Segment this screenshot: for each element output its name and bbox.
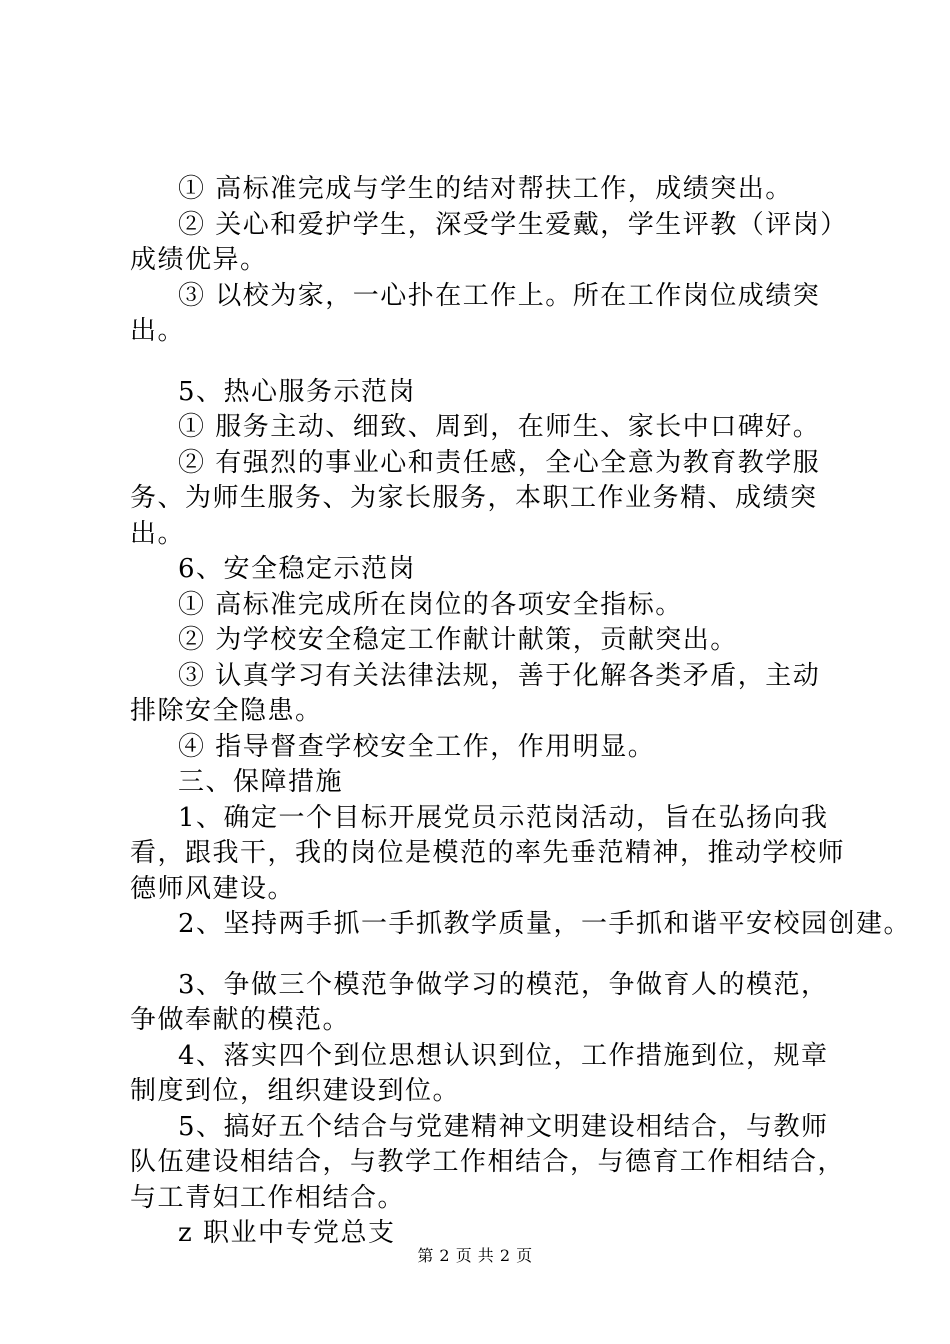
- paragraph-spacer: [130, 943, 845, 968]
- paragraph-item-14: 5、搞好五个结合与党建精神文明建设相结合，与教师队伍建设相结合，与教学工作相结合，与德育工作相结合，与工青妇工作相结合。: [130, 1111, 846, 1213]
- paragraph-item-13: 4、落实四个到位思想认识到位，工作措施到位，规章制度到位，组织建设到位。: [130, 1040, 829, 1106]
- paragraph-item-6: ① 高标准完成所在岗位的各项安全指标。: [178, 589, 683, 620]
- paragraph-item-1: ① 高标准完成与学生的结对帮扶工作，成绩突出。: [178, 174, 793, 204]
- page-number-footer: 第 2 页 共 2 页: [417, 1246, 533, 1265]
- document-body: [130, 172, 912, 1252]
- paragraph-item-12: 3、争做三个模范争做学习的模范，争做育人的模范，争做奉献的模范。: [130, 969, 829, 1035]
- paragraph-item-10: 1、确定一个目标开展党员示范岗活动，旨在弘扬向我看，跟我干，我的岗位是模范的率先垂范精神，推动学校师德师风建设。: [130, 802, 846, 904]
- paragraph-item-8: ③ 认真学习有关法律法规，善于化解各类矛盾，主动排除安全隐患。: [130, 660, 821, 726]
- signature-line: z 职业中专党总支: [178, 1218, 396, 1248]
- section-heading-6: 6、安全稳定示范岗: [178, 554, 417, 584]
- paragraph-item-2: ② 关心和爱护学生，深受学生爱戴，学生评教（评岗）成绩优异。: [130, 209, 835, 275]
- paragraph-item-3: ③ 以校为家，一心扑在工作上。所在工作岗位成绩突出。: [130, 280, 821, 346]
- paragraph-item-5: ② 有强烈的事业心和责任感，全心全意为教育教学服务、为师生服务、为家长服务，本职工作业务精、成绩突出。: [130, 447, 821, 549]
- paragraph-item-11: 2、坚持两手抓一手抓教学质量，一手抓和谐平安校园创建。: [178, 909, 912, 939]
- paragraph-item-9: ④ 指导督查学校安全工作，作用明显。: [178, 731, 656, 762]
- paragraph-item-7: ② 为学校安全稳定工作献计献策，贡献突出。: [178, 625, 738, 655]
- paragraph-item-4: ① 服务主动、细致、周到，在师生、家长中口碑好。: [178, 412, 821, 442]
- section-heading-measures: 三、保障措施: [178, 767, 344, 797]
- section-heading-5: 5、热心服务示范岗: [178, 376, 417, 407]
- paragraph-spacer: [130, 350, 845, 375]
